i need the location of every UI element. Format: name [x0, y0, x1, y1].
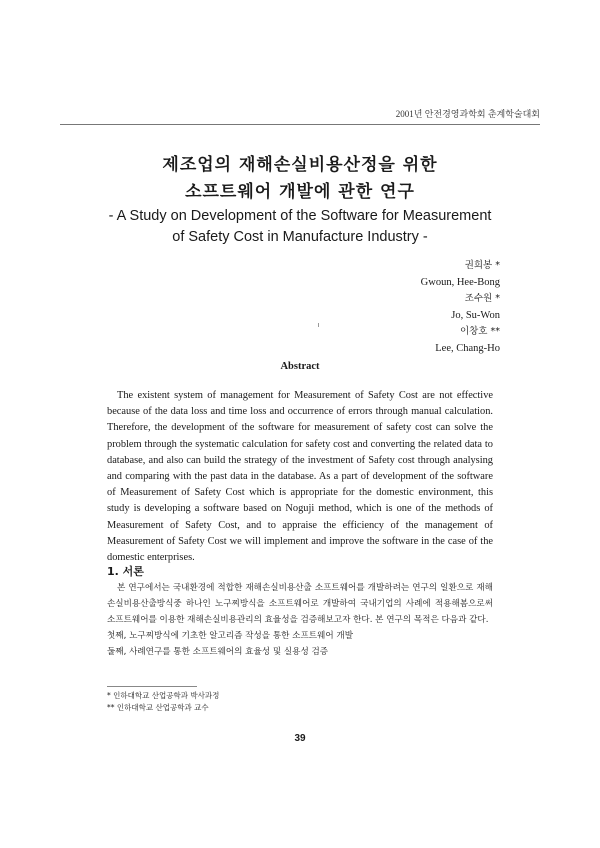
- scan-speck: [318, 323, 319, 327]
- author-2-english: Jo, Su-Won: [451, 309, 500, 321]
- author-2-korean: 조수원 *: [464, 293, 500, 304]
- author-3-english: Lee, Chang-Ho: [435, 342, 500, 354]
- section-1-body: [107, 580, 493, 660]
- korean-title-line-1: 제조업의 재해손실비용산정을 위한: [162, 155, 438, 175]
- abstract-body: The existent system of management for Measurement of Safety Cost are not effective because of the data loss and time loss and occurrence of errors through manual calculation. Therefore, the development of the software for measurement of safety cost can solve the problem through the systematic calculation for safety cost and converting the related data to database, and also can build the strategy of the investment of Safety cost through analysing and comparing with the past data in the database. As a part of development of the software of Measurement of Safety Cost which is appropriate for the domestic environment, this study is developing a software based on Noguji method, which is one of the methods of Measurement of Safety Cost, and to appraise the efficiency of the management of Measurement of Safety Cost we will implement and improve the software in the case of the domestic enterprises.: [107, 390, 493, 564]
- section-1-heading: 1. 서론: [107, 565, 144, 578]
- intro-paragraph: 본 연구에서는 국내환경에 적합한 재해손실비용산출 소프트웨어를 개발하려는 연구의 일환으로 재해손실비용산출방식중 하나인 노구찌방식을 소프트웨어로 개발하여 국내기업의 사례에 적용해봄으로써 소프트웨어를 이용한 재해손실비용관리의 효율성을 검증해보고자 한다. 본 연구의 목적은 다음과 같다.: [107, 583, 493, 625]
- abstract-heading: Abstract: [280, 361, 320, 372]
- conference-header: 2001년 안전경영과학회 춘계학술대회: [395, 109, 540, 119]
- english-title-line-2: of Safety Cost in Manufacture Industry -: [172, 229, 428, 245]
- author-3-korean: 이창호 **: [459, 326, 500, 337]
- research-goal-1: 첫째, 노구찌방식에 기초한 알고리즘 작성을 통한 소프트웨어 개발: [107, 631, 353, 641]
- footnote-rule: [107, 686, 197, 687]
- footnotes: [107, 690, 219, 714]
- header-rule: [60, 124, 540, 125]
- author-1-korean: 권희봉 *: [464, 260, 500, 271]
- author-block: [421, 258, 500, 357]
- english-title-line-1: - A Study on Development of the Software for Measurement: [108, 208, 492, 224]
- research-goal-2: 둘째, 사례연구를 통한 소프트웨어의 효율성 및 실용성 검증: [107, 647, 329, 657]
- footnote-1: * 인하대학교 산업공학과 박사과정: [107, 691, 220, 700]
- korean-title-line-2: 소프트웨어 개발에 관한 연구: [185, 182, 415, 202]
- footnote-2: ** 인하대학교 산업공학과 교수: [107, 703, 209, 712]
- page-number: 39: [294, 733, 306, 744]
- author-1-english: Gwoun, Hee-Bong: [420, 276, 500, 288]
